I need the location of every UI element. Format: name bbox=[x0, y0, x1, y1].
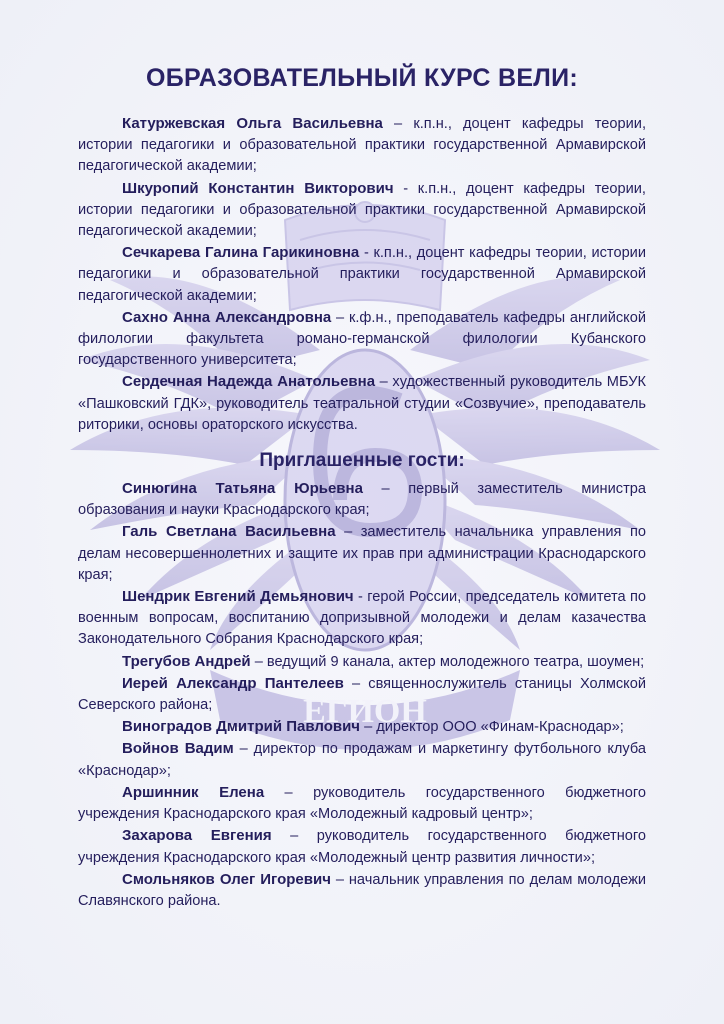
course-leaders-list bbox=[78, 113, 646, 436]
person-description: – священнослужитель станицы Холмской Северского района; bbox=[78, 675, 646, 714]
list-item bbox=[78, 738, 646, 781]
watermark-text: ЕГИОН bbox=[303, 693, 427, 730]
person-name: Иерей Александр Пантелеев bbox=[122, 674, 344, 692]
list-item bbox=[78, 521, 646, 586]
list-item bbox=[78, 113, 646, 178]
person-description: – к.ф.н., преподаватель кафедры английской филологии факультета романо-германской филологии Кубанского государственного университета; bbox=[78, 309, 646, 369]
content bbox=[78, 64, 646, 912]
page-title: ОБРАЗОВАТЕЛЬНЫЙ КУРС ВЕЛИ: bbox=[145, 64, 579, 92]
list-item bbox=[78, 651, 646, 673]
person-description: – художественный руководитель МБУК «Пашковский ГДК», руководитель театральной студии «Созвучие», преподаватель риторики, основы ораторского искусства. bbox=[78, 374, 646, 433]
guests-list bbox=[78, 478, 646, 912]
list-item bbox=[78, 782, 646, 825]
list-item bbox=[78, 178, 646, 243]
person-name: Сечкарева Галина Гарикиновна bbox=[122, 244, 360, 262]
person-description: – руководитель государственного бюджетного учреждения Краснодарского края «Молодежный кадровый центр»; bbox=[78, 784, 646, 823]
list-item bbox=[78, 307, 646, 372]
person-name: Галь Светлана Васильевна bbox=[122, 523, 336, 541]
person-description: - к.п.н., доцент кафедры теории, истории педагогики и образовательной практики государственной Армавирской педагогической академии; bbox=[78, 180, 646, 240]
person-description: – первый заместитель министра образования и науки Краснодарского края; bbox=[78, 481, 646, 519]
person-description: – директор ООО «Финам-Краснодар»; bbox=[360, 719, 624, 736]
person-name: Сердечная Надежда Анатольевна bbox=[122, 373, 376, 391]
person-name: Аршинник Елена bbox=[122, 783, 265, 801]
list-item bbox=[78, 673, 646, 716]
person-name: Шкуропий Константин Викторович bbox=[122, 179, 394, 197]
person-description: – к.п.н., доцент кафедры теории, истории педагогики и образовательной практики государственной Армавирской педагогической академии; bbox=[78, 116, 646, 175]
person-name: Катуржевская Ольга Васильевна bbox=[122, 115, 383, 132]
guests-heading: Приглашенные гости: bbox=[259, 450, 465, 472]
person-description: – директор по продажам и маркетингу футбольного клуба «Краснодар»; bbox=[78, 741, 646, 779]
person-name: Шендрик Евгений Демьянович bbox=[122, 588, 354, 606]
person-description: – ведущий 9 канала, актер молодежного театра, шоумен; bbox=[250, 653, 645, 670]
list-item bbox=[78, 586, 646, 651]
list-item bbox=[78, 825, 646, 868]
person-description: – руководитель государственного бюджетного учреждения Краснодарского края «Молодежный центр развития личности»; bbox=[78, 828, 646, 866]
person-name: Смольняков Олег Игоревич bbox=[122, 870, 331, 888]
list-item bbox=[78, 371, 646, 436]
person-description: - герой России, председатель комитета по военным вопросам, воспитанию допризывной молодежи и делам казачества Законодательного Собрания Краснодарского края; bbox=[78, 589, 647, 648]
person-name: Войнов Вадим bbox=[122, 740, 234, 758]
person-name: Синюгина Татьяна Юрьевна bbox=[122, 480, 363, 498]
list-item bbox=[78, 478, 646, 521]
person-description: - к.п.н., доцент кафедры теории, истории педагогики и образовательной практики государственной Армавирской педагогической академии; bbox=[78, 245, 646, 304]
person-name: Виноградов Дмитрий Павлович bbox=[122, 718, 361, 736]
person-name: Сахно Анна Александровна bbox=[122, 308, 332, 326]
person-name: Трегубов Андрей bbox=[122, 652, 251, 670]
list-item bbox=[78, 242, 646, 307]
list-item bbox=[78, 869, 646, 912]
person-description: – начальник управления по делам молодежи Славянского района. bbox=[78, 871, 646, 909]
person-name: Захарова Евгения bbox=[122, 827, 272, 845]
list-item bbox=[78, 716, 646, 738]
person-description: – заместитель начальника управления по делам несовершеннолетних и защите их прав при администрации Краснодарского края; bbox=[78, 524, 647, 583]
